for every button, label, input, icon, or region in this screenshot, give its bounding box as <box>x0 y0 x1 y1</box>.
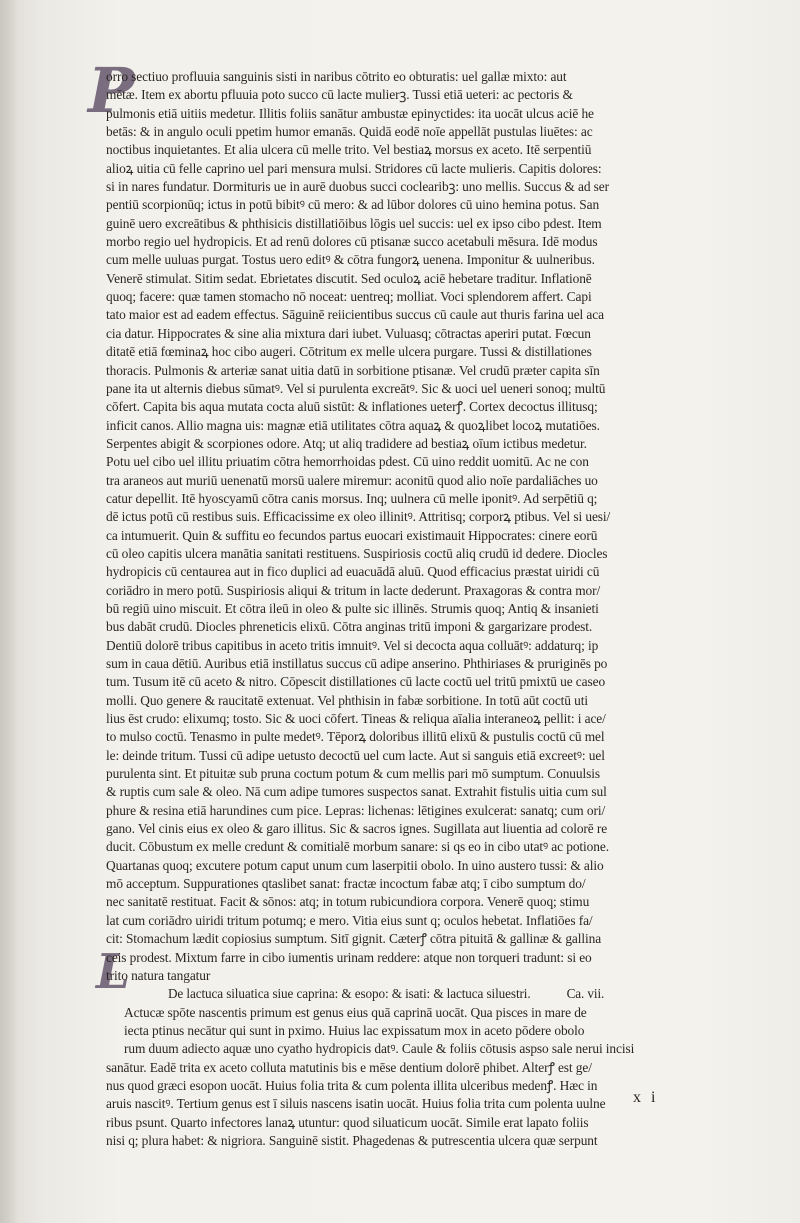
text-line: bus dabāt crudū. Diocles phreneticis elixū. Cōtra anginas tritū imponi & gargarizare prodest. <box>106 619 593 635</box>
text-line: cit: Stomachum lædit copiosius sumptum. Sitī gignit. Cæterꝭ cōtra pituitā & gallinæ & gallina <box>106 931 602 947</box>
text-line: cū oleo capitis ulcera manātia sanitati restituens. Suspiriosis coctū aliq crudū id dedere. Diocles <box>106 545 608 561</box>
text-line: pane ita ut alternis diebus sūmatꝰ. Vel si purulenta excreātꝰ. Sic & uoci uel ueneri sonoq; multū <box>106 380 606 396</box>
text-line: cōfert. Capita bis aqua mutata cocta aluū sistūt: & inflationes ueterꝭ. Cortex decoctus illitusq; <box>106 399 598 415</box>
text-line: guinē uero excreātibus & phthisicis distillatiōibus lōgis uel succis: uel ex ipso cibo pdest. Item <box>106 215 602 231</box>
text-line: Serpentes abigit & scorpiones odore. Atq; ut aliq tradidere ad bestiaꝝ oīum ictibus medetur. <box>106 435 587 451</box>
text-line: pentiū scorpionūq; ictus in potū bibitꝰ cū mero: & ad lūbor dolores cū uino hemina potus. San <box>106 197 600 213</box>
text-line: sum in caua dētiū. Auribus etiā instillatus succus cū adipe anserino. Phthiriases & pruriginēs po <box>106 656 608 671</box>
text-line: to mulso coctū. Tenasmo in pulte medetꝰ. Tēporꝝ doloribus illitū elixū & pustulis coctū cū mel <box>106 729 605 745</box>
text-line: tum. Tusum itē cū aceto & nitro. Cōpescit distillationes cū lacte coctū uel tritū pmixtū ue caseo <box>106 674 606 690</box>
text-line: molli. Quo genere & raucitatē extenuat. Vel phthisin in fabæ sorbitione. In totū aūt coctū uti <box>106 692 588 708</box>
chapter-number: Ca. vii. <box>566 986 605 1002</box>
text-line: betās: & in angulo oculi ppetim humor emanās. Quidā eodē noīe appellāt pustulas liuētes: ac <box>106 124 593 140</box>
text-line: mētæ. Item ex abortu pfluuia poto succo cū lacte mulierꝫ. Tussi etiā ueteri: ac pectoris & <box>106 87 573 103</box>
text-line: Quartanas quoq; excutere potum caput unum cum laserpitii obolo. In uino austero tussi: & alio <box>106 857 604 873</box>
text-line: sanātur. Eadē trita ex aceto colluta matutinis bis e mēse dentium dolorē phibet. Alterꝭ est ge/ <box>106 1059 592 1075</box>
text-line: ca intumuerit. Quin & suffitu eo fecundos partus euocari existimauit Hippocrates: cinere eorū <box>106 527 598 543</box>
decorated-initial-p: P <box>88 54 135 127</box>
text-line: morbo regio uel hydropicis. Et ad renū dolores cū ptisanæ succo acetabuli mēsura. Idē modus <box>106 234 598 250</box>
text-line: rum duum adiecto aquæ uno cyatho hydropicis datꝰ. Caule & foliis cōtusis aspso sale nerui incisi <box>124 1041 635 1057</box>
text-line: hydropicis cū centaurea aut in fico duplici ad euacuādā aluū. Quod efficacius præstat uiridi cū <box>106 564 600 580</box>
main-text-block <box>106 68 684 1150</box>
text-line: iecta ptinus necātur qui sunt in pximo. Huius lac expissatum mox in aceto pōdere obolo <box>124 1022 585 1038</box>
text-line: cum melle uuluas purgat. Tostus uero editꝰ & cōtra fungorꝝ uenena. Imponitur & uulneribus. <box>106 252 595 268</box>
text-line: tato maior est ad eadem effectus. Sāguinē reiicientibus succus cū caule aut thuris farina uel aca <box>106 307 604 323</box>
text-line: ceis prodest. Mixtum farre in cibo iumentis urinam reddere: atque non torqueri tradunt: si eo <box>106 949 592 965</box>
text-line: purulenta sint. Et pituitæ sub pruna coctum potum & cum mellis pari mō sumptum. Conuulsis <box>106 766 600 782</box>
text-line: & ruptis cum sale & oleo. Nā cum adipe tumores suspectos sanat. Extrahit fistulis uitia cum sul <box>106 784 607 800</box>
section-one-text <box>106 68 684 985</box>
binding-fold-shadow <box>0 0 18 1223</box>
chapter-title: De lactuca siluatica siue caprina: & esopo: & isati: & lactuca siluestri. <box>168 986 531 1002</box>
text-line: Potu uel cibo uel illitu priuatim cōtra hemorrhoidas pdest. Cū uino reddit uomitū. Ac ne con <box>106 454 589 470</box>
text-line: si in nares fundatur. Dormituris ue in aurē duobus succi coclearibꝫ: uno mellis. Succus & ad ser <box>106 179 609 195</box>
text-line: gano. Vel cinis eius ex oleo & garo illitus. Sic & sacros ignes. Sugillata aut liuentia ad colorē re <box>106 821 608 837</box>
text-line: lius ēst crudo: elixumq; tosto. Sic & uoci cōfert. Tineas & reliqua aīalia interaneoꝝ pellit: i ace/ <box>106 711 606 727</box>
text-line: ducit. Cōbustum ex melle credunt & comitialē morbum sanare: si qs eo in cibo utatꝰ ac potione. <box>106 839 609 855</box>
text-line: bū regiū uino miscuit. Et cōtra ileū in oleo & pulte sic illinēs. Strumis quoq; Antiq & insanieti <box>106 600 599 616</box>
section-two-text <box>106 1004 684 1151</box>
text-line: pulmonis etiā uitiis medetur. Illitis foliis sanātur ambustæ epinyctides: ita uocāt ulcus aciē he <box>106 105 594 121</box>
text-line: dē ictus potū cū restibus suis. Efficacissime ex oleo illinitꝰ. Attritisq; corporꝝ ptibus. Vel si uesi/ <box>106 509 611 525</box>
text-line: alioꝝ uitia cū felle caprino uel pari mensura mulsi. Stridores cū lacte mulieris. Capitis dolores: <box>106 160 602 176</box>
text-line: lat cum coriādro uiridi tritum potumq; e mero. Vitia eius sunt q; oculos hebetat. Inflatiōes fa/ <box>106 912 593 928</box>
text-line: cia datur. Hippocrates & sine alia mixtura dari iubet. Vuluasq; cōtractas aperiri putat. Fœcun <box>106 325 591 341</box>
text-line: coriādro in mero potū. Suspiriosis aliqui & tritum in lacte dederunt. Praxagoras & contra mor/ <box>106 582 601 598</box>
text-line: tra araneos aut muriū uenenatū morsū ualere miremur: aconitū quod alio noīe pardaliāches uo <box>106 472 598 488</box>
text-line: quoq; facere: quæ tamen stomacho nō noceat: uentreq; molliat. Voci splendorem affert. Capi <box>106 289 592 305</box>
text-line: orro sectiuo profluuia sanguinis sisti in naribus cōtrito eo obturatis: uel gallæ mixto: aut <box>106 69 567 84</box>
decorated-initial-l: L <box>96 944 130 1000</box>
text-line: catur depellit. Itē hyoscyamū cōtra canis morsus. Inq; uulnera cū melle iponitꝰ. Ad serpētiū q; <box>106 490 598 506</box>
text-line: mō acceptum. Suppurationes qtaslibet sanat: fractæ incoctum fabæ atq; ī cibo sumptum do/ <box>106 876 586 892</box>
folio-number: x i <box>633 1089 659 1106</box>
text-line: aruis nascitꝰ. Tertium genus est ī siluis nascens isatin uocāt. Huius folia trita cum polenta uulne <box>106 1096 606 1112</box>
text-line: Venerē stimulat. Sitim sedat. Ebrietates discutit. Sed oculoꝝ aciē hebetare traditur. Inflationē <box>106 270 592 286</box>
text-line: ribus psunt. Quarto infectores lanaꝝ utuntur: quod siluaticum uocāt. Simile erat lapato foliis <box>106 1114 589 1130</box>
text-line: Actucæ spōte nascentis primum est genus eius quā caprinā uocāt. Qua pisces in mare de <box>124 1004 587 1020</box>
text-line: nisi q; plura habet: & nigriora. Sanguinē sistit. Phagedenas & putrescentia ulcera quæ serpunt <box>106 1132 598 1148</box>
text-line: thoracis. Pulmonis & arteriæ sanat uitia datū in sorbitione ptisanæ. Vel crudū præter capita sīn <box>106 362 600 378</box>
text-line: nus quod græci esopon uocāt. Huius folia trita & cum polenta illita ulceribus medenꝭ. Hæc in <box>106 1077 598 1093</box>
text-line: le: deinde tritum. Tussi cū adipe uetusto decoctū uel cum lacte. Aut si sanguis etiā excreetꝰ: uel <box>106 747 605 763</box>
text-line: nec sanitatē restituat. Facit & sōnos: atq; in totum rubicundiora corpora. Venerē quoq; stimu <box>106 894 590 910</box>
text-line: trito natura tangatur <box>106 967 211 983</box>
text-line: inficit canos. Allio magna uis: magnæ etiā utilitates cōtra aquaꝝ & quoꝝlibet locoꝝ mutatiōes. <box>106 417 600 433</box>
text-line: phure & resina etiā harundines cum pice. Lepras: lichenas: lētigines exulcerat: sanatq; cum ori/ <box>106 802 606 818</box>
chapter-heading <box>106 985 684 1003</box>
text-line: Dentiū dolorē tribus capitibus in aceto tritis imnuitꝰ. Vel si decocta aqua colluātꝰ: addaturq; ip <box>106 637 599 653</box>
text-line: ditatē etiā fœminaꝝ hoc cibo augeri. Cōtritum ex melle ulcera purgare. Tussi & distillationes <box>106 344 592 360</box>
text-line: noctibus inquietantes. Et alia ulcera cū melle trito. Vel bestiaꝝ morsus ex aceto. Itē serpentiū <box>106 142 592 158</box>
